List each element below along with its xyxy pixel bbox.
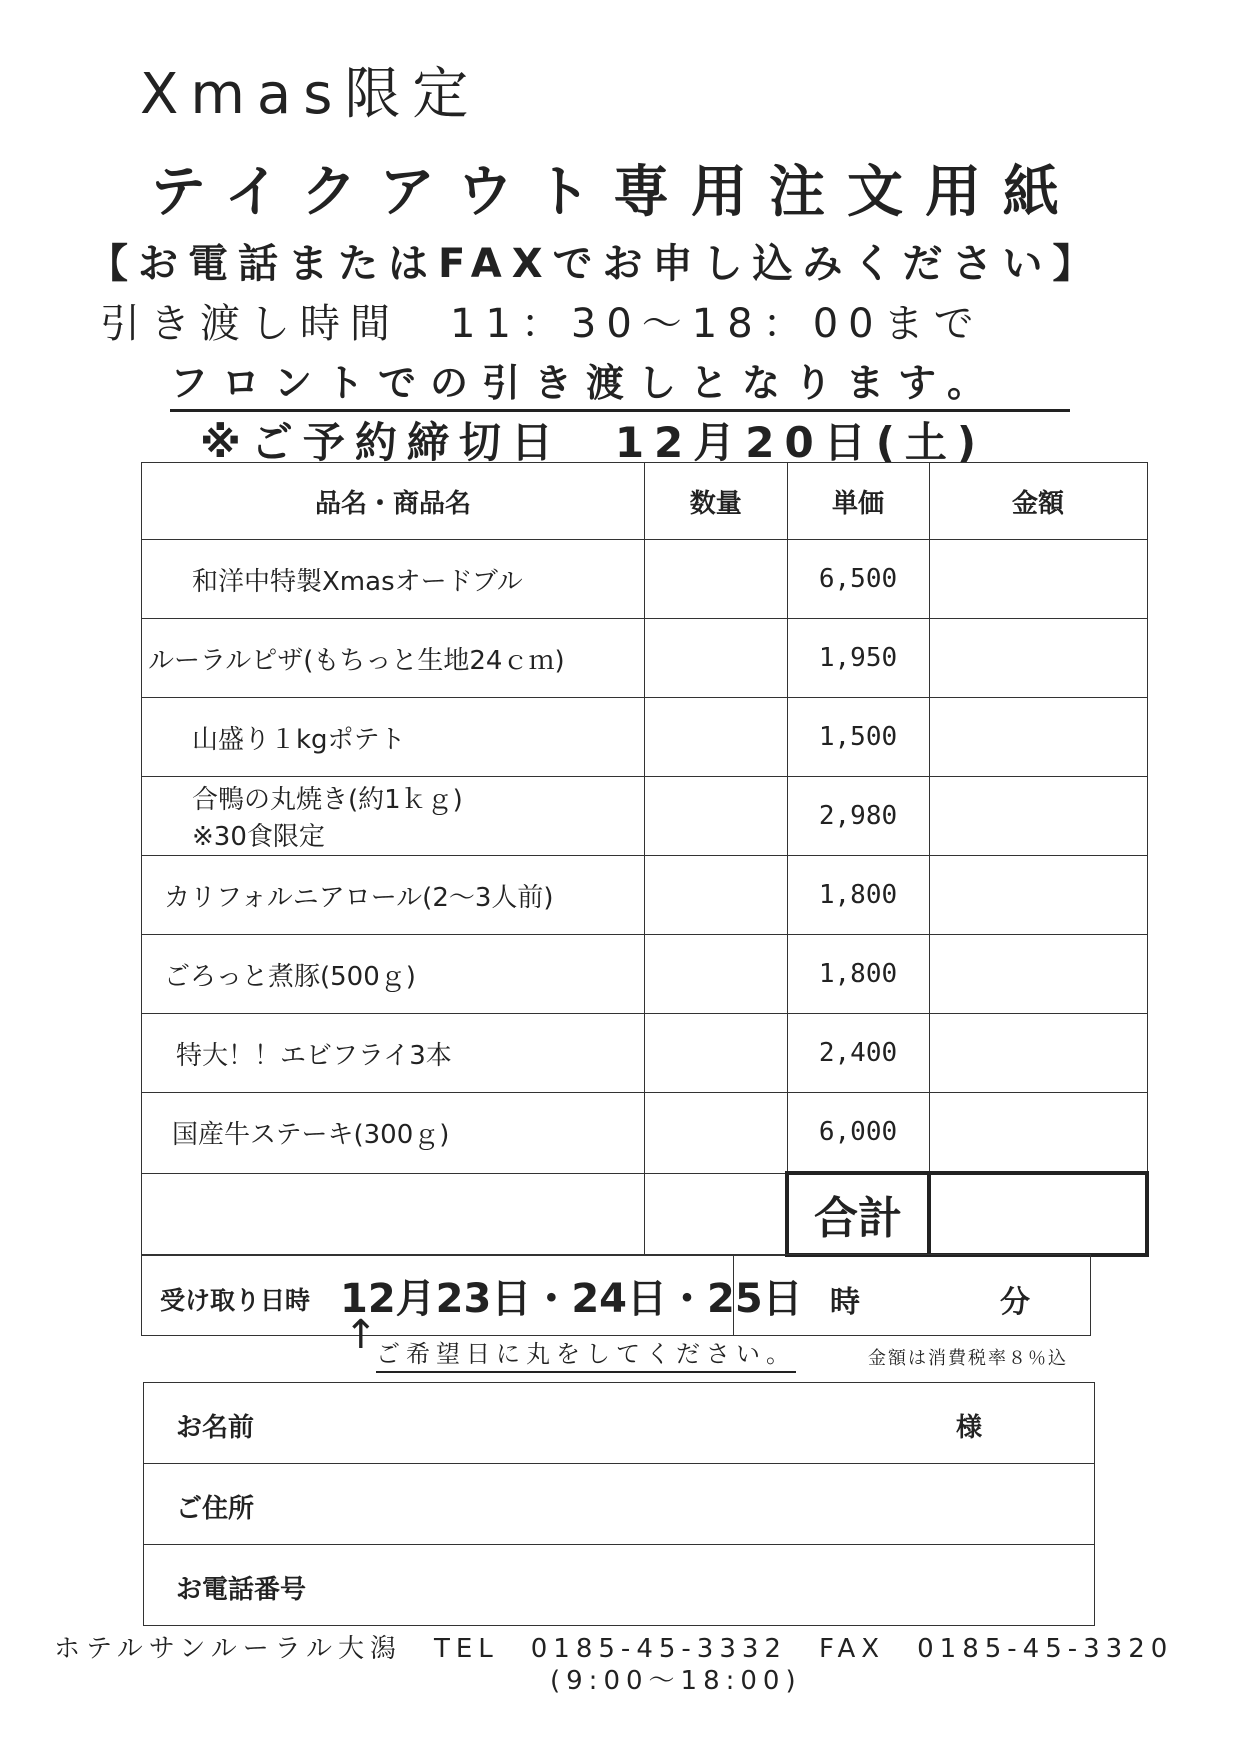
quantity-cell[interactable] <box>645 698 788 777</box>
circle-date-instruction: ご希望日に丸をしてください。 <box>376 1334 796 1373</box>
amount-cell[interactable] <box>929 777 1147 856</box>
customer-phone-row <box>144 1545 1095 1626</box>
unit-price: 6,500 <box>787 540 929 619</box>
item-name: 和洋中特製Xmasオードブル <box>142 540 645 619</box>
customer-address-row <box>144 1464 1095 1545</box>
amount-cell[interactable] <box>929 1093 1147 1174</box>
unit-price: 1,950 <box>787 619 929 698</box>
pickup-location: フロントでの引き渡しとなります。 <box>170 352 1070 412</box>
unit-price: 2,400 <box>787 1014 929 1093</box>
item-name: 特大！！エビフライ3本 <box>142 1014 645 1093</box>
order-table <box>141 462 1149 1257</box>
title-takeout-order-form: テイクアウト専用注文用紙 <box>150 160 1081 225</box>
pickup-datetime-box <box>141 1254 1091 1336</box>
item-name: ルーラルピザ(もちっと生地24ｃｍ) <box>142 619 645 698</box>
divider <box>733 1255 734 1335</box>
unit-price: 1,800 <box>787 856 929 935</box>
unit-price: 2,980 <box>787 777 929 856</box>
customer-phone-field[interactable] <box>144 1545 1095 1626</box>
quantity-cell[interactable] <box>645 619 788 698</box>
table-row <box>142 1093 1148 1174</box>
total-amount-cell[interactable] <box>929 1173 1147 1255</box>
total-label: 合計 <box>787 1173 929 1255</box>
customer-name-row <box>144 1383 1095 1464</box>
total-row <box>142 1173 1148 1255</box>
table-row <box>142 540 1148 619</box>
unit-price: 1,800 <box>787 935 929 1014</box>
title-xmas-limited: Xmas限定 <box>140 62 481 127</box>
table-row <box>142 777 1148 856</box>
address-label: ご住所 <box>176 1494 255 1524</box>
item-name: 合鴨の丸焼き(約1ｋｇ) <box>192 785 463 815</box>
unit-price: 1,500 <box>787 698 929 777</box>
quantity-cell[interactable] <box>645 777 788 856</box>
pickup-label: 受け取り日時 <box>160 1286 311 1315</box>
amount-cell[interactable] <box>929 856 1147 935</box>
item-name: 国産牛ステーキ(300ｇ) <box>142 1093 645 1174</box>
customer-address-field[interactable] <box>144 1464 1095 1545</box>
reservation-deadline: ※ご予約締切日 12月20日(土) <box>200 418 987 467</box>
tax-note: 金額は消費税率８％込 <box>868 1348 1068 1369</box>
minute-label: 分 <box>1000 1285 1030 1320</box>
customer-info-table <box>143 1382 1095 1626</box>
name-suffix: 様 <box>956 1413 983 1443</box>
pickup-date-options[interactable]: 12月23日・24日・25日 <box>340 1276 803 1322</box>
table-row <box>142 1014 1148 1093</box>
table-row <box>142 856 1148 935</box>
item-limit-note: ※30食限定 <box>192 822 325 852</box>
column-header-item-name: 品名・商品名 <box>142 463 645 540</box>
contact-hours: (9:00～18:00) <box>550 1666 802 1696</box>
column-header-amount: 金額 <box>929 463 1147 540</box>
amount-cell[interactable] <box>929 935 1147 1014</box>
hotel-contact-info: ホテルサンルーラル大潟 TEL 0185-45-3332 FAX 0185-45-3320 <box>54 1634 1174 1664</box>
pickup-hours: 引き渡し時間 11：30～18：00まで <box>100 301 984 347</box>
quantity-cell[interactable] <box>645 935 788 1014</box>
item-name: カリフォルニアロール(2～3人前) <box>142 856 645 935</box>
item-name-multiline <box>142 777 645 856</box>
quantity-cell[interactable] <box>645 1093 788 1174</box>
amount-cell[interactable] <box>929 698 1147 777</box>
empty-cell <box>645 1173 788 1255</box>
amount-cell[interactable] <box>929 619 1147 698</box>
call-to-action: 【お電話またはFAXでお申し込みください】 <box>88 241 1103 287</box>
phone-label: お電話番号 <box>176 1575 307 1605</box>
name-label: お名前 <box>176 1413 255 1443</box>
column-header-unit-price: 単価 <box>787 463 929 540</box>
quantity-cell[interactable] <box>645 540 788 619</box>
amount-cell[interactable] <box>929 540 1147 619</box>
customer-name-field[interactable] <box>144 1383 1095 1464</box>
item-name: 山盛り１kgポテト <box>142 698 645 777</box>
amount-cell[interactable] <box>929 1014 1147 1093</box>
table-row <box>142 619 1148 698</box>
hour-label: 時 <box>830 1285 860 1320</box>
arrow-up-icon: ↑ <box>344 1312 378 1358</box>
table-row <box>142 935 1148 1014</box>
order-table-header <box>142 463 1148 540</box>
quantity-cell[interactable] <box>645 1014 788 1093</box>
unit-price: 6,000 <box>787 1093 929 1174</box>
quantity-cell[interactable] <box>645 856 788 935</box>
empty-cell <box>142 1173 645 1255</box>
item-name: ごろっと煮豚(500ｇ) <box>142 935 645 1014</box>
column-header-quantity: 数量 <box>645 463 788 540</box>
table-row <box>142 698 1148 777</box>
